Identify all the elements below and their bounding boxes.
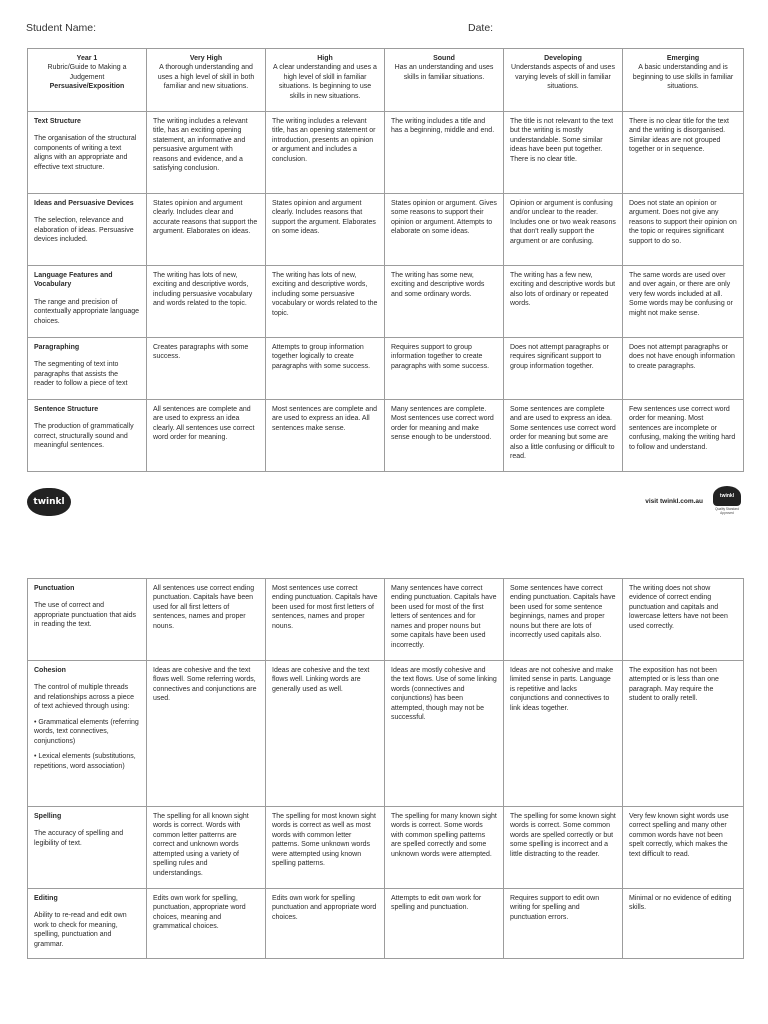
- table-row: [28, 194, 744, 266]
- table-row: [28, 338, 744, 400]
- rubric-subtitle: Rubric/Guide to Making a Judgement: [47, 64, 127, 81]
- rubric-cell: All sentences use correct ending punctuation. Capitals have been used for all first letters of sentences, names and proper nouns.: [147, 579, 266, 661]
- criteria-cell: [28, 112, 147, 194]
- badge-label: Quality Standard Approved: [715, 507, 739, 515]
- criteria-description-intro: The control of multiple threads and relationships across a piece of text achieved through using:: [34, 684, 135, 711]
- rubric-cell: The writing includes a relevant title, has an opening statement or introduction, presents an opinion or argument and includes a conclusion.: [266, 112, 385, 194]
- rubric-header-row: [28, 49, 744, 112]
- rubric-cell: The writing includes a title and has a beginning, middle and end.: [385, 112, 504, 194]
- level-description: Understands aspects of and uses varying levels of skill in familiar situations.: [511, 64, 615, 91]
- rubric-cell: The writing includes a relevant title, has an exciting opening statement, an informative and persuasive argument with reasons and evidence, and a satisfying conclusion.: [147, 112, 266, 194]
- level-title: High: [317, 55, 333, 62]
- criteria-description-lexical: • Lexical elements (substitutions, repetitions, word association): [34, 753, 136, 770]
- criteria-title: Spelling: [34, 813, 62, 820]
- student-name-label: Student Name:: [26, 22, 97, 34]
- rubric-cell: Many sentences are complete. Most sentences use correct word order for meaning and make sense enough to be understood.: [385, 400, 504, 472]
- criteria-cell: [28, 889, 147, 959]
- rubric-cell: Does not state an opinion or argument. Does not give any reasons to support their opinion on the topic or requires significant support to do so.: [623, 194, 744, 266]
- rubric-cell: Some sentences have correct ending punctuation. Capitals have been used for some sentence beginnings, names and proper nouns but there are lots of incorrectly used capitals also.: [504, 579, 623, 661]
- criteria-cell: [28, 338, 147, 400]
- level-description: A clear understanding and uses a high level of skill in familiar situations. Is beginning to use skills in new situations.: [273, 64, 377, 100]
- table-row: [28, 400, 744, 472]
- criteria-description: The accuracy of spelling and legibility of text.: [34, 830, 124, 847]
- rubric-cell: The spelling for some known sight words is correct. Some common words are spelled correctly or but some spelling is incorrect and a little distracting to the reader.: [504, 807, 623, 889]
- rubric-cell: Edits own work for spelling, punctuation, appropriate word choices, meaning and grammatical choices.: [147, 889, 266, 959]
- level-header-developing: [504, 49, 623, 112]
- year-label: Year 1: [76, 55, 98, 62]
- rubric-cell: States opinion and argument clearly. Includes clear and accurate reasons that support the argument. Elaborates on ideas.: [147, 194, 266, 266]
- criteria-title: Ideas and Persuasive Devices: [34, 200, 134, 207]
- criteria-cell: [28, 807, 147, 889]
- rubric-cell: There is no clear title for the text and the writing is disorganised. Similar ideas are not grouped together or in sequence.: [623, 112, 744, 194]
- criteria-cell: [28, 400, 147, 472]
- rubric-cell: Most sentences are complete and are used to express an idea. All sentences make sense.: [266, 400, 385, 472]
- criteria-description: [34, 683, 140, 771]
- rubric-cell: The same words are used over and over again, or there are only very few words included at all. Some words may be confusing or might not make sense.: [623, 266, 744, 338]
- criteria-description: The use of correct and appropriate punctuation that aids in reading the text.: [34, 602, 136, 629]
- rubric-cell: The spelling for many known sight words is correct. Some words with common spelling patterns are spelled correctly and some unknown words were attempted.: [385, 807, 504, 889]
- criteria-cell: [28, 266, 147, 338]
- rubric-cell: The writing has a few new, exciting and descriptive words but also lots of ordinary or repeated words.: [504, 266, 623, 338]
- level-header-high: [266, 49, 385, 112]
- criteria-description: The range and precision of contextually appropriate language choices.: [34, 298, 140, 325]
- rubric-table-page-2: [27, 578, 744, 959]
- rubric-cell: The writing does not show evidence of correct ending punctuation and capitals and lowercase letters have not been used correctly.: [623, 579, 744, 661]
- table-row: [28, 889, 744, 959]
- rubric-cell: Ideas are cohesive and the text flows well. Linking words are generally used as well.: [266, 661, 385, 807]
- rubric-cell: Does not attempt paragraphs or requires significant support to group information together.: [504, 338, 623, 400]
- rubric-cell: Most sentences use correct ending punctuation. Capitals have been used for most first letters of sentences, names and proper nouns.: [266, 579, 385, 661]
- criteria-title: Editing: [34, 895, 58, 902]
- criteria-description: The segmenting of text into paragraphs that assists the reader to follow a piece of text: [34, 361, 128, 388]
- rubric-cell: Requires support to edit own writing for spelling and punctuation errors.: [504, 889, 623, 959]
- rubric-cell: The exposition has not been attempted or is less than one paragraph. May require the student to orally retell.: [623, 661, 744, 807]
- rubric-cell: The writing has lots of new, exciting and descriptive words, including persuasive vocabulary and words related to the topic.: [147, 266, 266, 338]
- level-title: Developing: [544, 55, 582, 62]
- student-header: [26, 22, 742, 34]
- rubric-cell: Attempts to group information together logically to create paragraphs with some success.: [266, 338, 385, 400]
- table-row: [28, 579, 744, 661]
- rubric-cell: Edits own work for spelling punctuation and appropriate word choices.: [266, 889, 385, 959]
- criteria-description: The selection, relevance and elaboration of ideas. Persuasive devices included.: [34, 217, 134, 244]
- criteria-title: Punctuation: [34, 585, 75, 592]
- level-header-very-high: [147, 49, 266, 112]
- rubric-cell: Few sentences use correct word order for meaning. Most sentences are incomplete or confusing, making the writing hard to follow and understand.: [623, 400, 744, 472]
- rubric-cell: The title is not relevant to the text but the writing is mostly understandable. Some similar ideas have been put together. There is no clear title.: [504, 112, 623, 194]
- rubric-cell: The spelling for most known sight words is correct as well as most words with common letter patterns. Some unknown words were attempted using known spelling patterns.: [266, 807, 385, 889]
- rubric-cell: States opinion or argument. Gives some reasons to support their opinion or argument. Attempts to elaborate on some ideas.: [385, 194, 504, 266]
- rubric-cell: Very few known sight words use correct spelling and many other common words have not been spelt correctly, which makes the text difficult to read.: [623, 807, 744, 889]
- rubric-cell: Some sentences are complete and are used to express an idea. Some sentences use correct word order for meaning but some are also a little confusing or difficult to read.: [504, 400, 623, 472]
- twinkl-logo: twinkl: [27, 488, 71, 516]
- rubric-cell: The writing has lots of new, exciting and descriptive words, including some persuasive vocabulary or words related to the topic.: [266, 266, 385, 338]
- criteria-description: The production of grammatically correct, structurally sound and meaningful sentences.: [34, 423, 134, 450]
- rubric-cell: Creates paragraphs with some success.: [147, 338, 266, 400]
- level-header-emerging: [623, 49, 744, 112]
- level-description: A thorough understanding and uses a high level of skill in both familiar and new situations.: [157, 64, 255, 91]
- criteria-description: The organisation of the structural components of writing a text aligns with an appropriate and effective text structure.: [34, 135, 137, 171]
- rubric-cell: Attempts to edit own work for spelling and punctuation.: [385, 889, 504, 959]
- criteria-title: Cohesion: [34, 667, 66, 674]
- badge-logo: twinkl: [713, 486, 741, 506]
- criteria-title: Paragraphing: [34, 344, 80, 351]
- criteria-title: Text Structure: [34, 118, 81, 125]
- visit-website-text: visit twinkl.com.au: [645, 498, 703, 505]
- level-title: Very High: [189, 55, 223, 62]
- rubric-table-page-1: [27, 48, 744, 472]
- rubric-title-cell: [28, 49, 147, 112]
- table-row: [28, 661, 744, 807]
- level-header-sound: [385, 49, 504, 112]
- rubric-cell: Ideas are not cohesive and make limited sense in parts. Language is repetitive and lacks conjunctions and connectives to link ideas together.: [504, 661, 623, 807]
- rubric-cell: All sentences are complete and are used to express an idea clearly. All sentences use correct word order for meaning.: [147, 400, 266, 472]
- rubric-cell: States opinion and argument clearly. Includes reasons that support the argument. Elaborates on some ideas.: [266, 194, 385, 266]
- criteria-cell: [28, 194, 147, 266]
- rubric-cell: The writing has some new, exciting and descriptive words and some ordinary words.: [385, 266, 504, 338]
- table-row: [28, 112, 744, 194]
- criteria-title: Language Features and Vocabulary: [34, 272, 113, 289]
- rubric-cell: Opinion or argument is confusing and/or unclear to the reader. Includes one or two weak reasons that don't really support the argument or are confusing.: [504, 194, 623, 266]
- rubric-cell: Minimal or no evidence of editing skills.: [623, 889, 744, 959]
- quality-badge-icon: [713, 486, 741, 522]
- rubric-cell: Ideas are mostly cohesive and the text flows. Use of some linking words (connectives and conjunctions) has been attempted, though may not be successful.: [385, 661, 504, 807]
- level-description: A basic understanding and is beginning to use skills in familiar situations.: [632, 64, 734, 91]
- rubric-cell: Does not attempt paragraphs or does not have enough information to create paragraphs.: [623, 338, 744, 400]
- level-title: Emerging: [666, 55, 700, 62]
- criteria-cell: [28, 579, 147, 661]
- criteria-description-grammatical: • Grammatical elements (referring words, text connectives, conjunctions): [34, 718, 139, 745]
- criteria-description: Ability to re-read and edit own work to check for meaning, spelling, punctuation and grammar.: [34, 912, 127, 948]
- level-title: Sound: [433, 55, 455, 62]
- page-footer: [27, 484, 743, 524]
- rubric-cell: The spelling for all known sight words is correct. Words with common letter patterns are correct and unknown words attempted using a variety of spelling rules and understandings.: [147, 807, 266, 889]
- genre-label: Persuasive/Exposition: [49, 83, 125, 91]
- table-row: [28, 807, 744, 889]
- rubric-cell: Requires support to group information together to create paragraphs with some success.: [385, 338, 504, 400]
- rubric-cell: Ideas are cohesive and the text flows well. Some referring words, connectives and conjunctions are used.: [147, 661, 266, 807]
- rubric-cell: Many sentences have correct ending punctuation. Capitals have been used for most of the first letters of sentences and for names and proper nouns but some capitals have been used incorrectly.: [385, 579, 504, 661]
- date-label: Date:: [468, 22, 494, 34]
- level-description: Has an understanding and uses skills in familiar situations.: [394, 64, 494, 81]
- table-row: [28, 266, 744, 338]
- criteria-cell: [28, 661, 147, 807]
- criteria-title: Sentence Structure: [34, 406, 99, 413]
